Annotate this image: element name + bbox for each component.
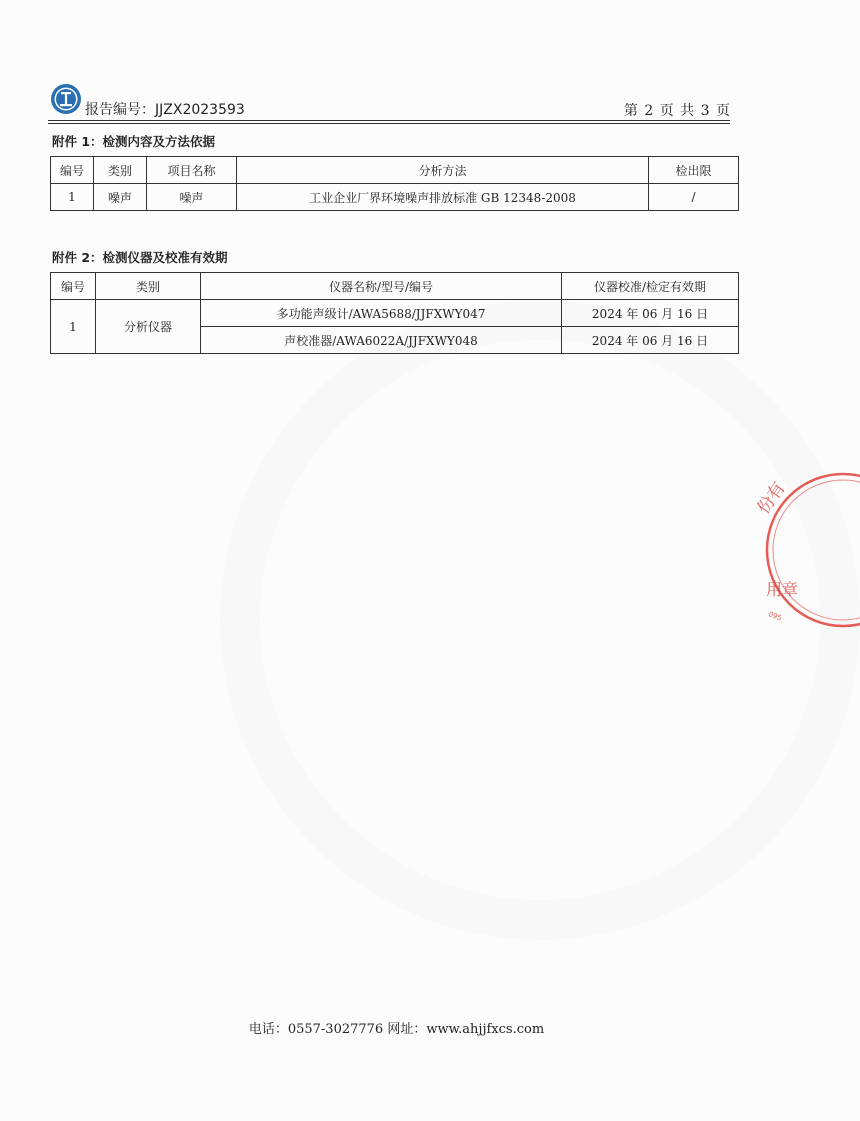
footer-contact: 电话：0557-3027776 网址：www.ahjjfxcs.com bbox=[248, 1022, 545, 1037]
header-divider bbox=[48, 120, 730, 121]
annex1-title: 附件 1：检测内容及方法依据 bbox=[52, 134, 216, 149]
col-header-category: 类别 bbox=[94, 157, 147, 184]
cell-category: 分析仪器 bbox=[96, 300, 201, 354]
table-header-row bbox=[51, 157, 739, 184]
cell-no: 1 bbox=[51, 300, 96, 354]
cell-validity: 2024 年 06 月 16 日 bbox=[562, 300, 739, 327]
annex2-table bbox=[50, 272, 739, 354]
col-header-item: 项目名称 bbox=[147, 157, 237, 184]
col-header-validity: 仪器校准/检定有效期 bbox=[562, 273, 739, 300]
report-number: 报告编号：JJZX2023593 bbox=[85, 102, 245, 118]
cell-validity: 2024 年 06 月 16 日 bbox=[562, 327, 739, 354]
cell-instrument-name: 声校准器/AWA6022A/JJFXWY048 bbox=[201, 327, 562, 354]
company-seal-stamp bbox=[748, 470, 799, 630]
col-header-instrument: 仪器名称/型号/编号 bbox=[201, 273, 562, 300]
svg-text:用章: 用章 bbox=[766, 580, 799, 599]
company-logo-icon bbox=[50, 83, 82, 115]
header-divider-thin bbox=[48, 123, 730, 124]
cell-item: 噪声 bbox=[147, 184, 237, 211]
col-header-no: 编号 bbox=[51, 157, 94, 184]
annex2-title: 附件 2：检测仪器及校准有效期 bbox=[52, 250, 228, 265]
col-header-category: 类别 bbox=[96, 273, 201, 300]
table-header-row bbox=[51, 273, 739, 300]
page-indicator: 第 2 页 共 3 页 bbox=[623, 103, 731, 119]
cell-category: 噪声 bbox=[94, 184, 147, 211]
col-header-limit: 检出限 bbox=[649, 157, 739, 184]
table-row bbox=[51, 300, 739, 327]
cell-limit: / bbox=[649, 184, 739, 211]
table-row bbox=[51, 184, 739, 211]
col-header-no: 编号 bbox=[51, 273, 96, 300]
annex1-table bbox=[50, 156, 739, 211]
cell-method: 工业企业厂界环境噪声排放标准 GB 12348-2008 bbox=[237, 184, 649, 211]
col-header-method: 分析方法 bbox=[237, 157, 649, 184]
svg-text:份有: 份有 bbox=[753, 478, 790, 518]
cell-no: 1 bbox=[51, 184, 94, 211]
svg-text:095: 095 bbox=[767, 610, 783, 623]
cell-instrument-name: 多功能声级计/AWA5688/JJFXWY047 bbox=[201, 300, 562, 327]
